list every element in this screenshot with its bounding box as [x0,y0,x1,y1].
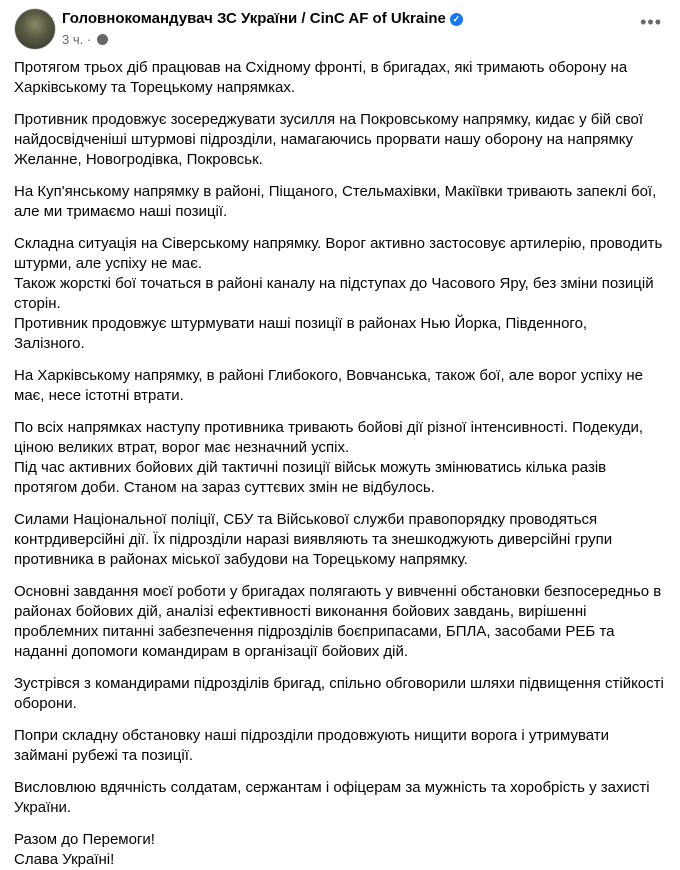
text-line: наданні допомоги командирам в організації бойових дій. [14,643,409,660]
post-meta [62,32,108,47]
text-line: оборони. [14,695,77,712]
paragraph [14,778,666,818]
text-line: сторін. [14,295,61,312]
paragraph [14,830,666,870]
text-line: Також жорсткі бої точаться в районі каналу на підступах до Часового Яру, без зміни позицій [14,275,654,292]
post-text [0,58,680,870]
text-line: штурми, але успіху не має. [14,255,203,272]
text-line: Зустрівся з командирами підрозділів бригад, спільно обговорили шляхи підвищення стійкості [14,675,664,692]
text-line: Під час активних бойових дій тактичні позиції військ можуть змінюватись кілька разів [14,459,607,476]
text-line: Залізного. [14,335,85,352]
timestamp[interactable]: 3 ч. [62,32,84,47]
text-line: займані рубежі та позиції. [14,747,194,764]
avatar[interactable] [14,8,56,50]
separator: · [86,32,92,47]
text-line: Противник продовжує зосереджувати зусилля на Покровському напрямку, кидає у бій свої [14,111,644,128]
author-name[interactable] [62,10,463,27]
paragraph [14,418,666,498]
text-line: Харківському та Торецькому напрямках. [14,79,296,96]
post-header [0,0,680,58]
paragraph [14,674,666,714]
text-line: Попри складну обстановку наші підрозділи продовжують нищити ворога і утримувати [14,727,610,744]
text-line: України. [14,799,72,816]
text-line: На Куп'янському напрямку в районі, Піщаного, Стельмахівки, Макіївки тривають запеклі бої, [14,183,657,200]
text-line: найдосвідченіші штурмові підрозділи, намагаючись прорвати нашу оборону на напрямку [14,131,634,148]
more-options-icon[interactable]: ••• [640,12,662,32]
text-line: Разом до Перемоги! [14,831,155,848]
text-line: Висловлюю вдячність солдатам, сержантам і офіцерам за мужність та хоробрість у захисті [14,779,650,796]
text-line: На Харківському напрямку, в районі Глибокого, Вовчанська, також бої, але ворог успіху не [14,367,643,384]
text-line: Противник продовжує штурмувати наші позиції в районах Нью Йорка, Південного, [14,315,588,332]
globe-icon [97,34,108,45]
paragraph [14,110,666,170]
text-line: противника в районах міської забудови на Торецькому напрямку. [14,551,468,568]
text-line: проблемних питанні забезпечення підрозділів боєприпасами, БПЛА, засобами РЕБ та [14,623,615,640]
text-line: але ми тримаємо наші позиції. [14,203,228,220]
paragraph [14,234,666,354]
text-line: контрдиверсійні дії. Їх підрозділи наразі виявляють та знешкоджують диверсійні групи [14,531,613,548]
text-line: протягом доби. Станом на зараз суттєвих змін не відбулось. [14,479,435,496]
paragraph [14,182,666,222]
paragraph [14,582,666,662]
paragraph [14,726,666,766]
author-link[interactable]: Головнокомандувач ЗС України / CinC AF of Ukraine [62,10,446,27]
text-line: По всіх напрямках наступу противника тривають бойові дії різної інтенсивності. Подекуди, [14,419,644,436]
text-line: районах бойових дій, аналізі ефективності виконання бойових завдань, вирішенні [14,603,587,620]
text-line: має, несе істотні втрати. [14,387,184,404]
text-line: ціною великих втрат, ворог має незначний успіх. [14,439,350,456]
paragraph [14,58,666,98]
text-line: Протягом трьох діб працював на Східному фронті, в бригадах, які тримають оборону на [14,59,628,76]
paragraph [14,510,666,570]
text-line: Желанне, Новогродівка, Покровськ. [14,151,263,168]
text-line: Складна ситуація на Сіверському напрямку. Ворог активно застосовує артилерію, проводить [14,235,663,252]
paragraph [14,366,666,406]
text-line: Слава Україні! [14,851,115,868]
verified-badge-icon: ✓ [450,13,463,26]
text-line: Силами Національної поліції, СБУ та Військової служби правопорядку проводяться [14,511,598,528]
text-line: Основні завдання моєї роботи у бригадах полягають у вивченні обстановки безпосередньо в [14,583,662,600]
